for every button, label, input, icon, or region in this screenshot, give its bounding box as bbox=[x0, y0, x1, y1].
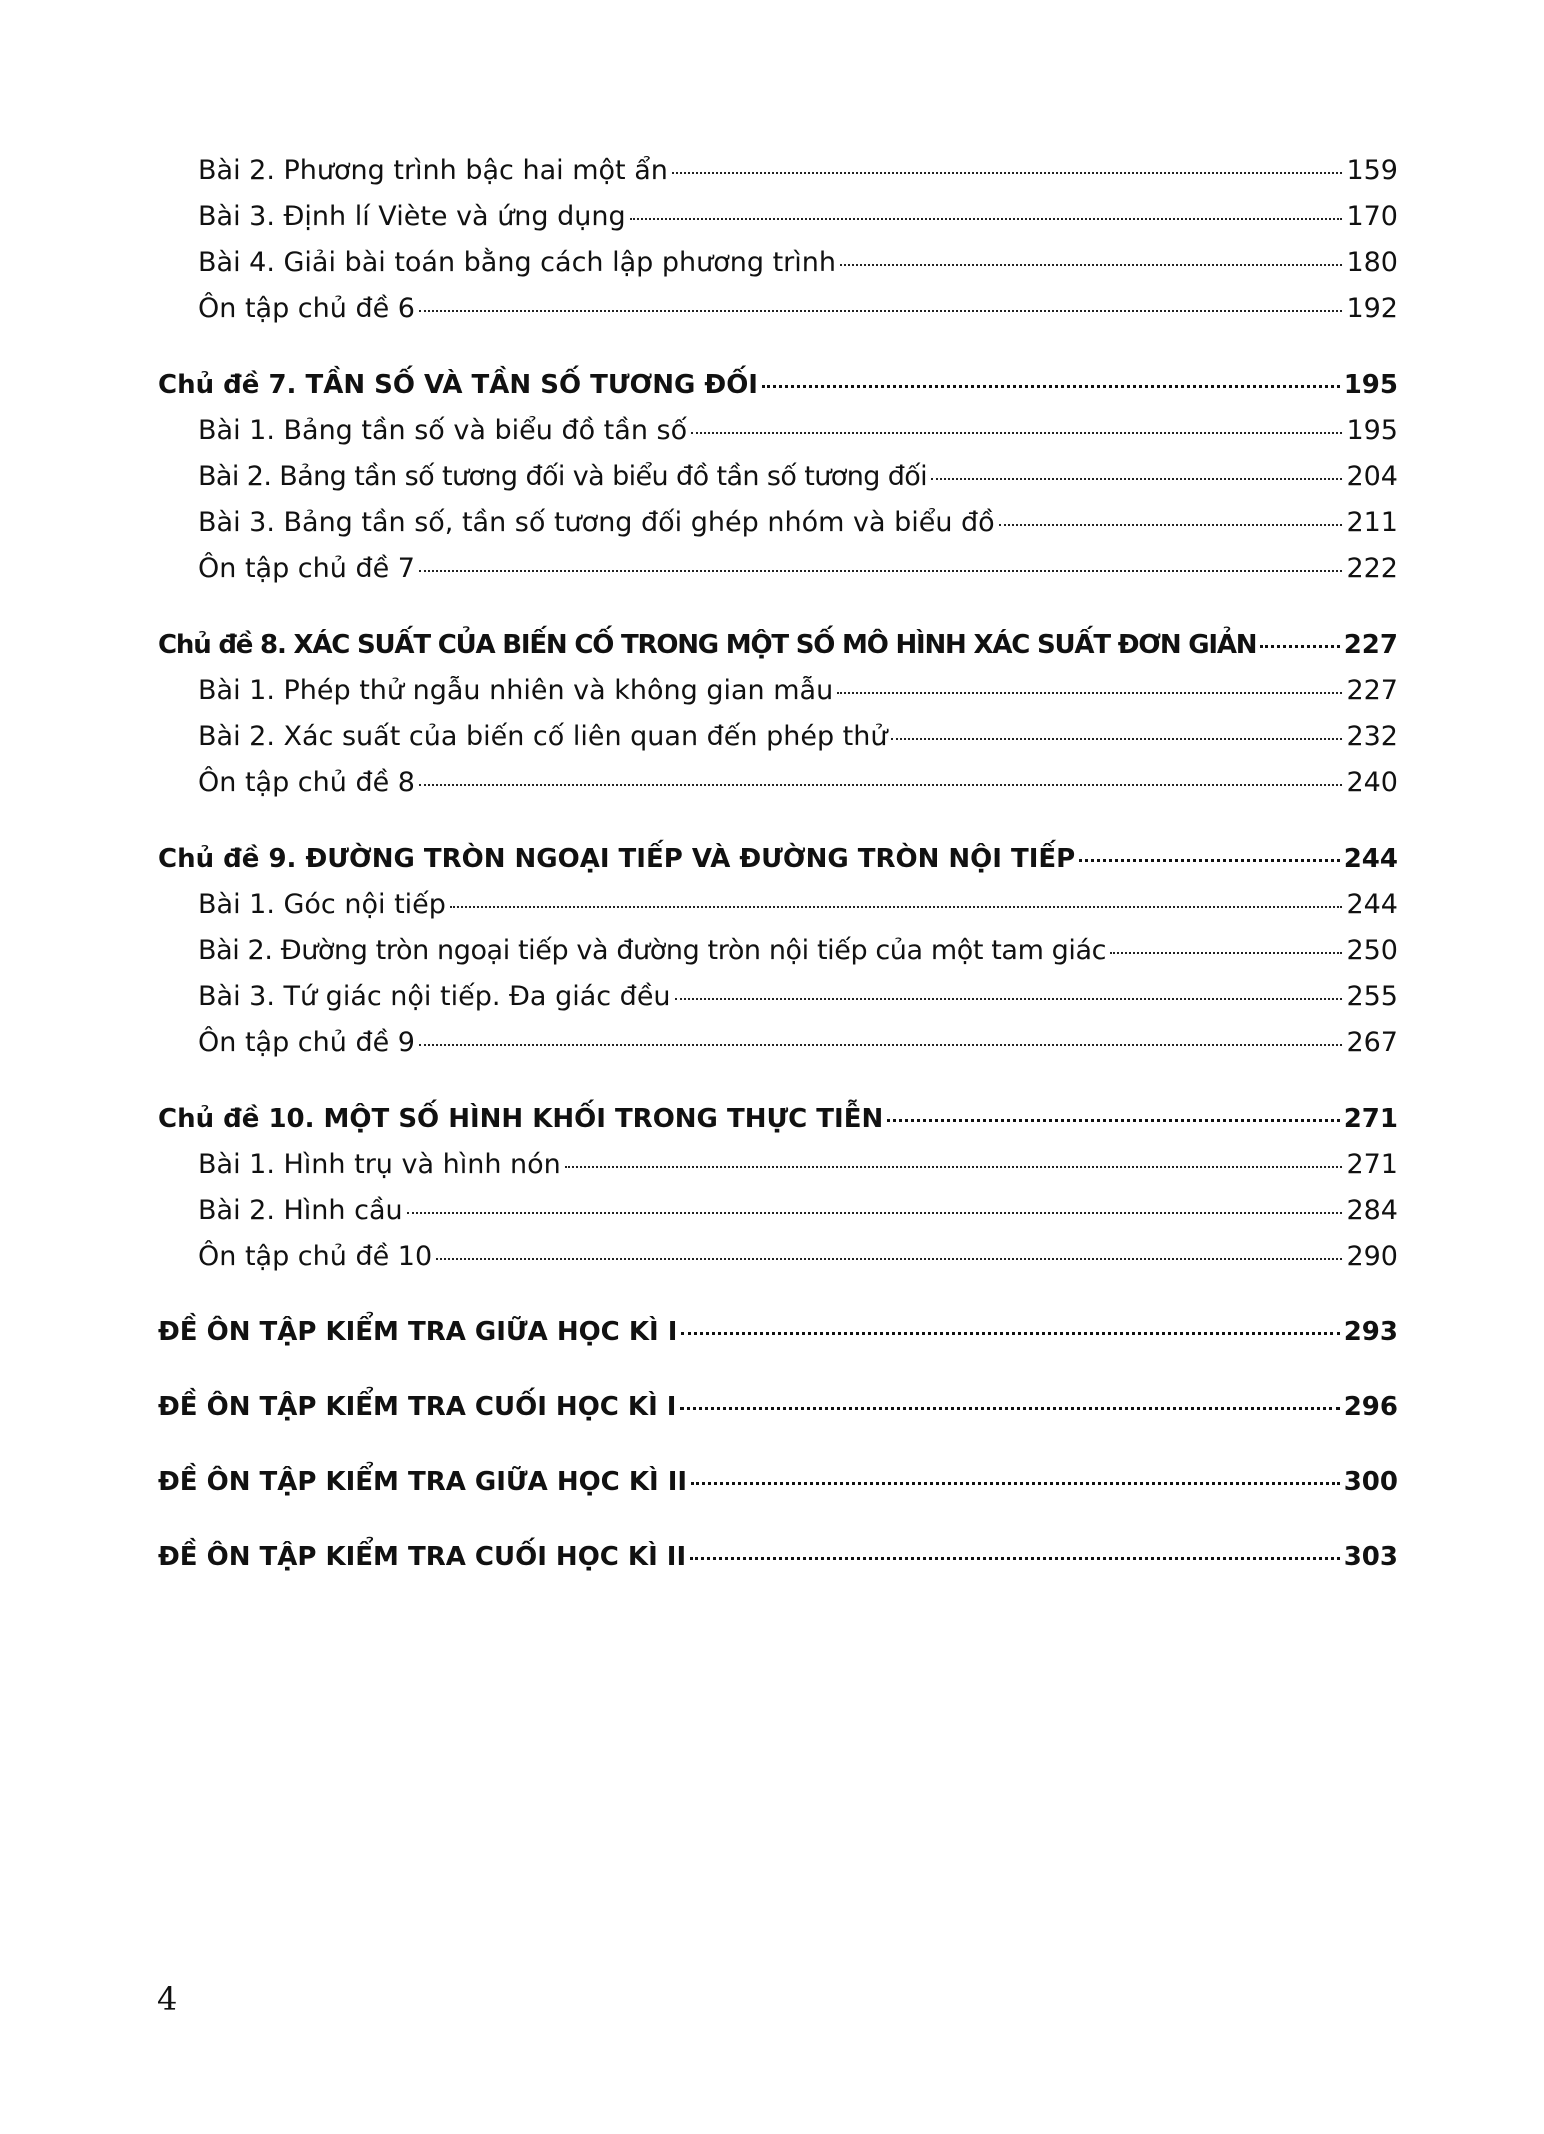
toc-lesson-entry[interactable] bbox=[158, 882, 1398, 928]
toc-entry-title: Ôn tập chủ đề 7 bbox=[198, 553, 415, 584]
page-number: 4 bbox=[157, 1980, 178, 2018]
toc-entry-title: Bài 2. Phương trình bậc hai một ẩn bbox=[198, 155, 668, 186]
toc-entry-title: Bài 1. Hình trụ và hình nón bbox=[198, 1149, 561, 1180]
toc-lesson-entry[interactable] bbox=[158, 928, 1398, 974]
toc-entry-title: Ôn tập chủ đề 10 bbox=[198, 1241, 433, 1272]
toc-entry-title: Bài 4. Giải bài toán bằng cách lập phương trình bbox=[198, 247, 837, 278]
dot-leader bbox=[419, 310, 1342, 312]
toc-entry-title: Bài 2. Hình cầu bbox=[198, 1195, 403, 1226]
toc-exam-page: 296 bbox=[1343, 1392, 1398, 1422]
dot-leader bbox=[762, 385, 1340, 388]
toc-entry-title: Bài 2. Bảng tần số tương đối và biểu đồ tần số tương đối bbox=[198, 461, 928, 492]
toc-entry-page: 159 bbox=[1346, 155, 1398, 186]
toc-entry-page: 284 bbox=[1346, 1195, 1398, 1226]
toc-exam-title: ĐỀ ÔN TẬP KIỂM TRA CUỐI HỌC KÌ II bbox=[158, 1542, 687, 1572]
dot-leader bbox=[891, 738, 1342, 740]
toc-entry-page: 180 bbox=[1346, 247, 1398, 278]
toc-exam-page: 303 bbox=[1343, 1542, 1398, 1572]
dot-leader bbox=[1079, 859, 1339, 862]
toc-chapter-title: Chủ đề 9. ĐƯỜNG TRÒN NGOẠI TIẾP VÀ ĐƯỜNG TRÒN NỘI TIẾP bbox=[158, 844, 1076, 874]
toc-lesson-entry[interactable] bbox=[158, 194, 1398, 240]
toc-lesson-entry[interactable] bbox=[158, 714, 1398, 760]
toc-entry-page: 222 bbox=[1346, 553, 1398, 584]
toc-entry-title: Bài 2. Xác suất của biến cố liên quan đến phép thử bbox=[198, 721, 888, 752]
dot-leader bbox=[840, 264, 1342, 266]
toc-entry-title: Bài 3. Tứ giác nội tiếp. Đa giác đều bbox=[198, 981, 671, 1012]
dot-leader bbox=[1110, 952, 1342, 954]
dot-leader bbox=[690, 1557, 1340, 1560]
dot-leader bbox=[436, 1258, 1342, 1260]
toc-chapter-entry[interactable] bbox=[158, 622, 1398, 668]
toc-chapter-page: 195 bbox=[1343, 370, 1398, 400]
toc-exam-entry[interactable] bbox=[158, 1459, 1398, 1505]
dot-leader bbox=[407, 1212, 1343, 1214]
toc-entry-page: 195 bbox=[1346, 415, 1398, 446]
toc-lesson-entry[interactable] bbox=[158, 760, 1398, 806]
dot-leader bbox=[672, 172, 1343, 174]
toc-entry-title: Bài 1. Phép thử ngẫu nhiên và không gian mẫu bbox=[198, 675, 834, 706]
toc-entry-title: Bài 1. Bảng tần số và biểu đồ tần số bbox=[198, 415, 688, 446]
toc-lesson-entry[interactable] bbox=[158, 668, 1398, 714]
dot-leader bbox=[837, 692, 1342, 694]
dot-leader bbox=[419, 784, 1342, 786]
dot-leader bbox=[931, 478, 1342, 480]
dot-leader bbox=[675, 998, 1343, 1000]
toc-lesson-entry[interactable] bbox=[158, 546, 1398, 592]
toc-exam-entry[interactable] bbox=[158, 1384, 1398, 1430]
toc-chapter-page: 227 bbox=[1343, 630, 1398, 660]
toc-chapter-page: 271 bbox=[1343, 1104, 1398, 1134]
dot-leader bbox=[450, 906, 1343, 908]
dot-leader bbox=[419, 570, 1342, 572]
toc-chapter-page: 244 bbox=[1343, 844, 1398, 874]
toc-lesson-entry[interactable] bbox=[158, 974, 1398, 1020]
toc-entry-page: 271 bbox=[1346, 1149, 1398, 1180]
toc-entry-page: 255 bbox=[1346, 981, 1398, 1012]
toc-exam-entry[interactable] bbox=[158, 1309, 1398, 1355]
dot-leader bbox=[680, 1407, 1339, 1410]
toc-lesson-entry[interactable] bbox=[158, 408, 1398, 454]
toc-lesson-entry[interactable] bbox=[158, 454, 1398, 500]
toc-exam-page: 293 bbox=[1343, 1317, 1398, 1347]
dot-leader bbox=[887, 1119, 1339, 1122]
toc-entry-title: Bài 1. Góc nội tiếp bbox=[198, 889, 446, 920]
toc-entry-page: 244 bbox=[1346, 889, 1398, 920]
toc-entry-page: 211 bbox=[1346, 507, 1398, 538]
toc-exam-title: ĐỀ ÔN TẬP KIỂM TRA GIỮA HỌC KÌ II bbox=[158, 1467, 688, 1497]
toc-entry-title: Bài 3. Định lí Viète và ứng dụng bbox=[198, 201, 626, 232]
toc-entry-page: 250 bbox=[1346, 935, 1398, 966]
toc-lesson-entry[interactable] bbox=[158, 148, 1398, 194]
toc-chapter-title: Chủ đề 7. TẦN SỐ VÀ TẦN SỐ TƯƠNG ĐỐI bbox=[158, 370, 758, 400]
toc-entry-title: Ôn tập chủ đề 8 bbox=[198, 767, 415, 798]
dot-leader bbox=[419, 1044, 1342, 1046]
dot-leader bbox=[681, 1332, 1339, 1335]
toc-exam-entry[interactable] bbox=[158, 1534, 1398, 1580]
toc-lesson-entry[interactable] bbox=[158, 1188, 1398, 1234]
toc-exam-title: ĐỀ ÔN TẬP KIỂM TRA CUỐI HỌC KÌ I bbox=[158, 1392, 677, 1422]
toc-lesson-entry[interactable] bbox=[158, 286, 1398, 332]
toc-chapter-title: Chủ đề 10. MỘT SỐ HÌNH KHỐI TRONG THỰC TIỄN bbox=[158, 1104, 884, 1134]
toc-chapter-entry[interactable] bbox=[158, 836, 1398, 882]
toc-exam-title: ĐỀ ÔN TẬP KIỂM TRA GIỮA HỌC KÌ I bbox=[158, 1317, 678, 1347]
toc-chapter-title: Chủ đề 8. XÁC SUẤT CỦA BIẾN CỐ TRONG MỘT SỐ MÔ HÌNH XÁC SUẤT ĐƠN GIẢN bbox=[158, 630, 1257, 660]
toc-lesson-entry[interactable] bbox=[158, 1020, 1398, 1066]
toc-entry-title: Bài 2. Đường tròn ngoại tiếp và đường tròn nội tiếp của một tam giác bbox=[198, 935, 1107, 966]
toc-entry-page: 240 bbox=[1346, 767, 1398, 798]
toc-entry-page: 227 bbox=[1346, 675, 1398, 706]
toc-lesson-entry[interactable] bbox=[158, 1234, 1398, 1280]
toc-exam-page: 300 bbox=[1343, 1467, 1398, 1497]
toc-chapter-entry[interactable] bbox=[158, 362, 1398, 408]
toc-entry-page: 232 bbox=[1346, 721, 1398, 752]
toc-lesson-entry[interactable] bbox=[158, 500, 1398, 546]
toc-entry-page: 267 bbox=[1346, 1027, 1398, 1058]
dot-leader bbox=[630, 218, 1343, 220]
toc-lesson-entry[interactable] bbox=[158, 1142, 1398, 1188]
toc-entry-title: Ôn tập chủ đề 6 bbox=[198, 293, 415, 324]
toc-lesson-entry[interactable] bbox=[158, 240, 1398, 286]
dot-leader bbox=[691, 432, 1342, 434]
dot-leader bbox=[565, 1166, 1343, 1168]
toc-entry-page: 290 bbox=[1346, 1241, 1398, 1272]
toc-entry-page: 192 bbox=[1346, 293, 1398, 324]
dot-leader bbox=[999, 524, 1343, 526]
toc-entry-title: Ôn tập chủ đề 9 bbox=[198, 1027, 415, 1058]
toc-entry-title: Bài 3. Bảng tần số, tần số tương đối ghép nhóm và biểu đồ bbox=[198, 507, 995, 538]
dot-leader bbox=[691, 1482, 1340, 1485]
table-of-contents bbox=[158, 148, 1398, 1580]
toc-chapter-entry[interactable] bbox=[158, 1096, 1398, 1142]
dot-leader bbox=[1260, 645, 1339, 648]
toc-entry-page: 204 bbox=[1346, 461, 1398, 492]
toc-entry-page: 170 bbox=[1346, 201, 1398, 232]
